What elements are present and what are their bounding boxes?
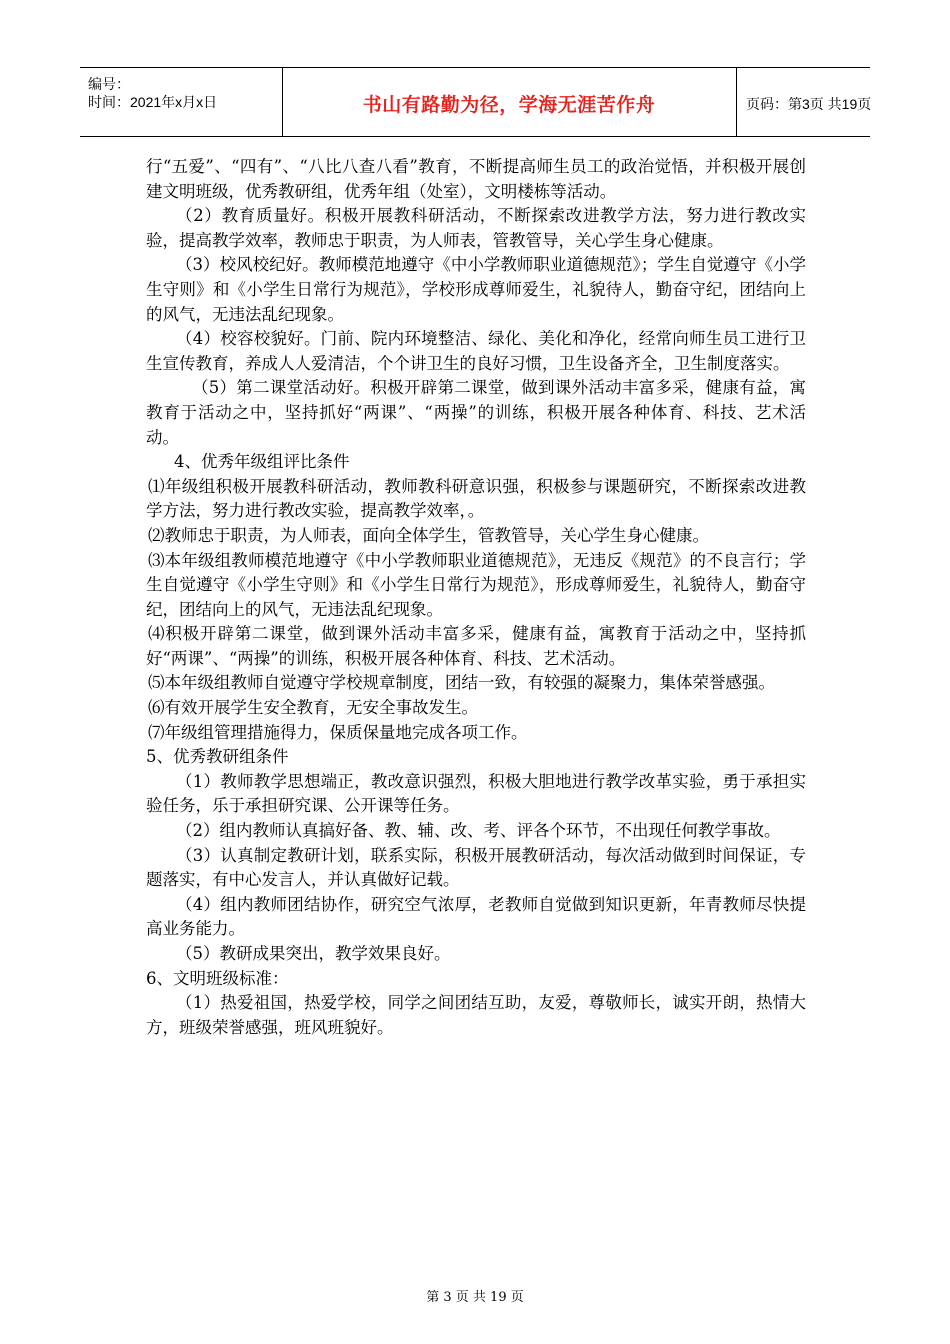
document-number-label: 编号： [88, 76, 130, 92]
body-paragraph: ⑷积极开辟第二课堂，做到课外活动丰富多采，健康有益，寓教育于活动之中，坚持抓好“两课”、“两操”的训练，积极开展各种体育、科技、艺术活动。 [146, 624, 806, 668]
body-paragraph: （4）校容校貌好。门前、院内环境整洁、绿化、美化和净化，经常向师生员工进行卫生宣传教育，养成人人爱清洁，个个讲卫生的良好习惯，卫生设备齐全，卫生制度落实。 [146, 329, 806, 373]
body-paragraph: （1）热爱祖国，热爱学校，同学之间团结互助，友爱，尊敬师长，诚实开朗，热情大方，班级荣誉感强，班风班貌好。 [146, 993, 806, 1037]
body-paragraph: （2）组内教师认真搞好备、教、辅、改、考、评各个环节，不出现任何教学事故。 [176, 821, 781, 841]
body-paragraph: （5）第二课堂活动好。积极开辟第二课堂，做到课外活动丰富多采，健康有益，寓教育于活动之中，坚持抓好“两课”、“两操”的训练，积极开展各种体育、科技、艺术活动。 [146, 378, 806, 447]
body-paragraph: ⑸本年级组教师自觉遵守学校规章制度，团结一致，有较强的凝聚力，集体荣誉感强。 [148, 673, 775, 693]
header-info-cell [80, 68, 283, 136]
body-paragraph: （2）教育质量好。积极开展教科研活动，不断探索改进教学方法，努力进行教改实验，提高教学效率，教师忠于职责，为人师表，管教管导，关心学生身心健康。 [146, 206, 806, 250]
body-paragraph: 4、优秀年级组评比条件 [174, 452, 350, 472]
body-paragraph: （4）组内教师团结协作，研究空气浓厚，老教师自觉做到知识更新，年青教师尽快提高业务能力。 [146, 894, 806, 939]
body-paragraph: ⑵教师忠于职责，为人师表，面向全体学生，管教管导，关心学生身心健康。 [148, 525, 709, 545]
body-paragraph: ⑺年级组管理措施得力，保质保量地完成各项工作。 [148, 722, 528, 742]
page-number-label: 页码：第3页 共19页 [746, 96, 872, 112]
body-paragraph: ⑶本年级组教师模范地遵守《中小学教师职业道德规范》，无违反《规范》的不良言行；学生自觉遵守《小学生守则》和《小学生日常行为规范》，形成尊师爱生，礼貌待人，勤奋守纪，团结向上的风气，无违法乱纪现象。 [146, 550, 806, 619]
body-paragraph: ⑴年级组积极开展教科研活动，教师教科研意识强，积极参与课题研究，不断探索改进教学方法，努力进行教改实验，提高教学效率，。 [146, 476, 806, 521]
body-paragraph: （5）教研成果突出，教学效果良好。 [176, 944, 451, 963]
body-paragraph: （3）认真制定教研计划，联系实际，积极开展教研活动，每次活动做到时间保证，专题落实，有中心发言人，并认真做好记载。 [146, 845, 806, 890]
header-motto-cell [282, 68, 737, 136]
body-paragraph: 6、文明班级标准： [146, 968, 289, 988]
page-header [80, 67, 870, 137]
body-paragraph: （1）教师教学思想端正，教改意识强烈，积极大胆地进行教学改革实验，勇于承担实验任务，乐于承担研究课、公开课等任务。 [146, 771, 806, 816]
page-footer: 第 3 页 共 19 页 [426, 1290, 524, 1305]
header-page-cell [736, 68, 870, 136]
document-body [146, 155, 806, 1040]
motto-text: 书山有路勤为径，学海无涯苦作舟 [362, 94, 656, 116]
body-paragraph: 5、优秀教研组条件 [146, 747, 289, 767]
body-paragraph: （3）校风校纪好。教师模范地遵守《中小学教师职业道德规范》；学生自觉遵守《小学生守则》和《小学生日常行为规范》，学校形成尊师爱生，礼貌待人，勤奋守纪，团结向上的风气，无违法乱纪现象。 [146, 255, 806, 324]
body-paragraph: 行“五爱”、“四有”、“八比八查八看”教育，不断提高师生员工的政治觉悟，并积极开展创建文明班级，优秀教研组，优秀年组（处室），文明楼栋等活动。 [146, 157, 806, 201]
document-date-label: 时间：2021年x月x日 [88, 94, 218, 110]
body-paragraph: ⑹有效开展学生安全教育，无安全事故发生。 [148, 698, 478, 718]
